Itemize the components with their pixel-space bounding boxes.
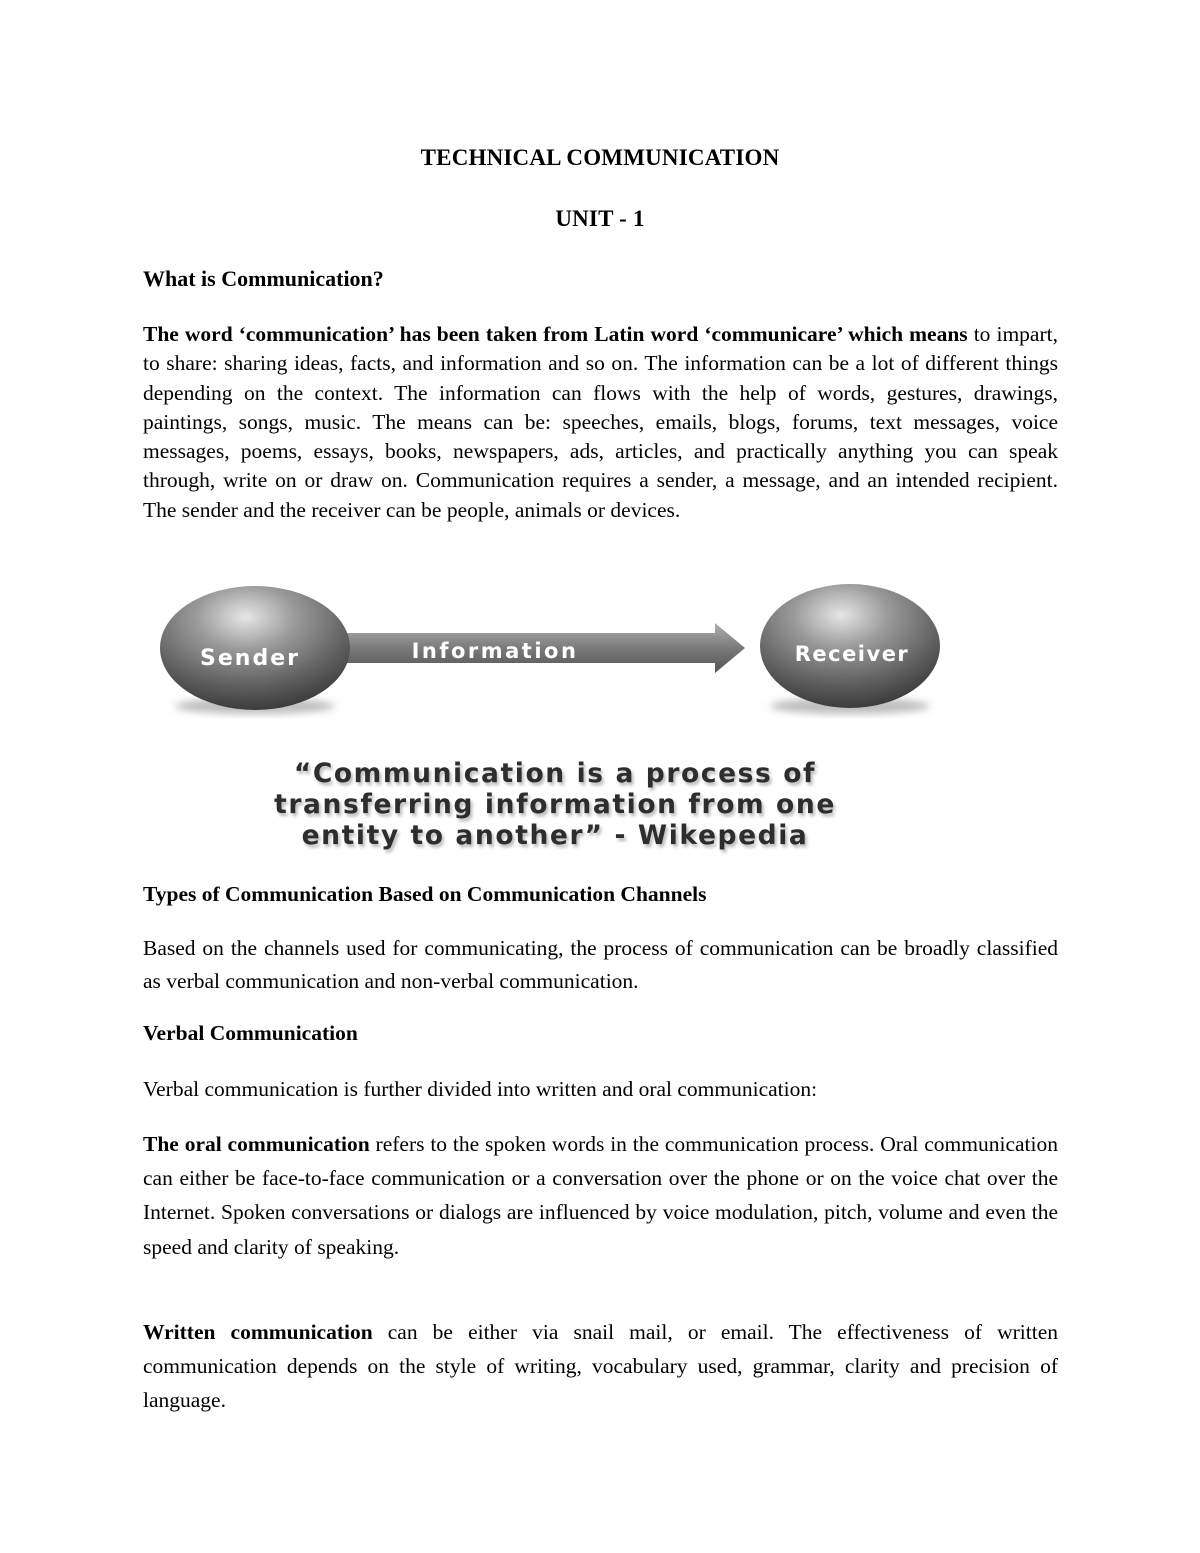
heading-verbal-communication: Verbal Communication <box>143 1021 358 1045</box>
wikipedia-quote <box>190 758 920 851</box>
receiver-label: Receiver <box>794 642 910 666</box>
heading-what-is-communication: What is Communication? <box>143 266 384 291</box>
paragraph-definition <box>143 320 1058 525</box>
oral-term: The oral communication <box>143 1132 370 1156</box>
quote-line-2: transferring information from one <box>274 789 836 820</box>
written-term: Written communication <box>143 1320 373 1344</box>
definition-text: to impart, to share: sharing ideas, facts, and information and so on. The information can be a lot of different things depending on the context. The information can flows with the help of words, gestures, drawings, paintings, songs, music. The means can be: speeches, emails, blogs, forums, text messages, voice messages, poems, essays, books, newspapers, ads, articles, and practically anything you can speak through, write on or draw on. Communication requires a sender, a message, and an intended recipient. The sender and the receiver can be people, animals or devices. <box>143 322 1058 522</box>
quote-line-1: “Communication is a process of <box>293 758 817 789</box>
written-text: can be either via snail mail, or email. The effectiveness of written communication depends on the style of writing, vocabulary used, grammar, clarity and precision of language. <box>143 1320 1058 1413</box>
sender-label: Sender <box>200 646 300 671</box>
sender-receiver-diagram <box>160 578 950 718</box>
paragraph-verbal-intro: Verbal communication is further divided into written and oral communication: <box>143 1077 818 1101</box>
definition-bold-lead: The word ‘communication’ has been taken from Latin word ‘communicare’ which means <box>143 322 968 346</box>
information-label: Information <box>411 639 579 663</box>
unit-label: UNIT - 1 <box>555 206 645 231</box>
paragraph-oral-communication <box>143 1127 1058 1264</box>
oral-text: refers to the spoken words in the communication process. Oral communication can either be face-to-face communication or a conversation over the phone or on the voice chat over the Internet. Spoken conversations or dialogs are influenced by voice modulation, pitch, volume and even the speed and clarity of speaking. <box>143 1132 1058 1259</box>
heading-types-of-communication: Types of Communication Based on Communication Channels <box>143 882 707 906</box>
quote-line-3: entity to another” - Wikepedia <box>301 820 809 851</box>
paragraph-types: Based on the channels used for communicating, the process of communication can be broadly classified as verbal communication and non-verbal communication. <box>143 936 1058 993</box>
document-title: TECHNICAL COMMUNICATION <box>420 145 780 170</box>
paragraph-written-communication <box>143 1315 1058 1418</box>
